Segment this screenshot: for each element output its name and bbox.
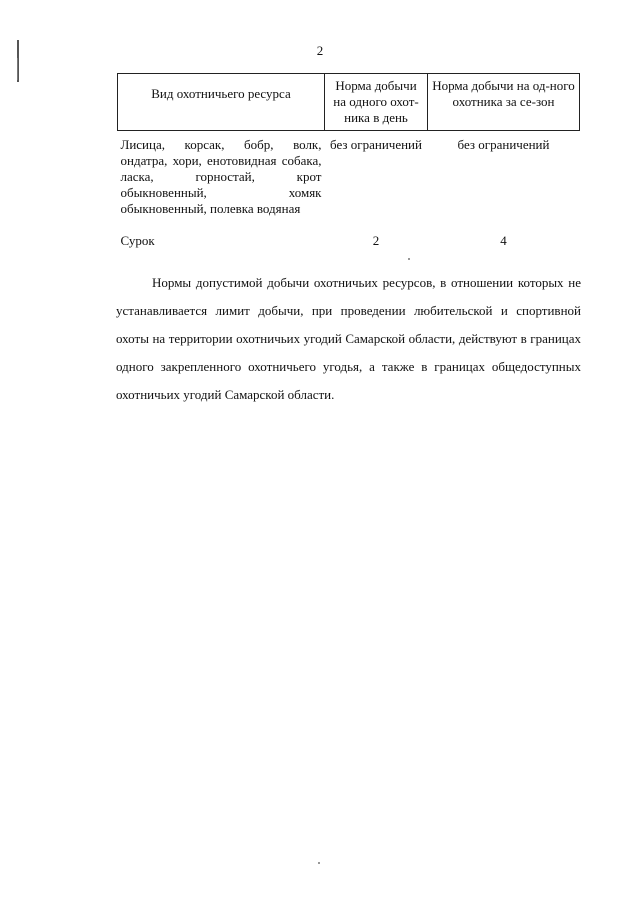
scan-speck bbox=[408, 258, 410, 260]
resource-name-cell: Сурок bbox=[120, 233, 155, 248]
scan-speck bbox=[318, 862, 320, 864]
per-day-cell: 2 bbox=[372, 233, 380, 248]
page-number: 2 bbox=[316, 43, 324, 58]
body-paragraph: Нормы допустимой добычи охотничьих ресурсов, в отношении которых не устанавливается лимит добычи, при проведении любительской и спортивной охоты на территории охотничьих угодий Самарской области, действуют в границах одного закрепленного охотничьего угодья, а также в границах общедоступных охотничьих угодий Самарской области. bbox=[116, 275, 581, 402]
header-per-season-norm: Норма добычи на од-ного охотника за се-зон bbox=[428, 74, 580, 131]
resource-name-cell: Лисица, корсак, бобр, волк, ондатра, хори, енотовидная собака, ласка, горностай, крот обыкновенный, хомяк обыкновенный, полевка водяная bbox=[120, 137, 322, 216]
table-header-row bbox=[118, 74, 580, 131]
table-row bbox=[118, 221, 580, 253]
per-day-cell: без ограничений bbox=[330, 137, 422, 152]
header-per-day-norm: Норма добычи на одного охот-ника в день bbox=[325, 74, 428, 131]
table-row bbox=[118, 131, 580, 222]
per-season-cell: без ограничений bbox=[457, 137, 550, 152]
per-season-cell: 4 bbox=[500, 233, 507, 248]
hunting-norms-table bbox=[117, 73, 580, 253]
scan-edge-mark-secondary bbox=[17, 58, 18, 80]
header-resource-type: Вид охотничьего ресурса bbox=[118, 74, 325, 131]
